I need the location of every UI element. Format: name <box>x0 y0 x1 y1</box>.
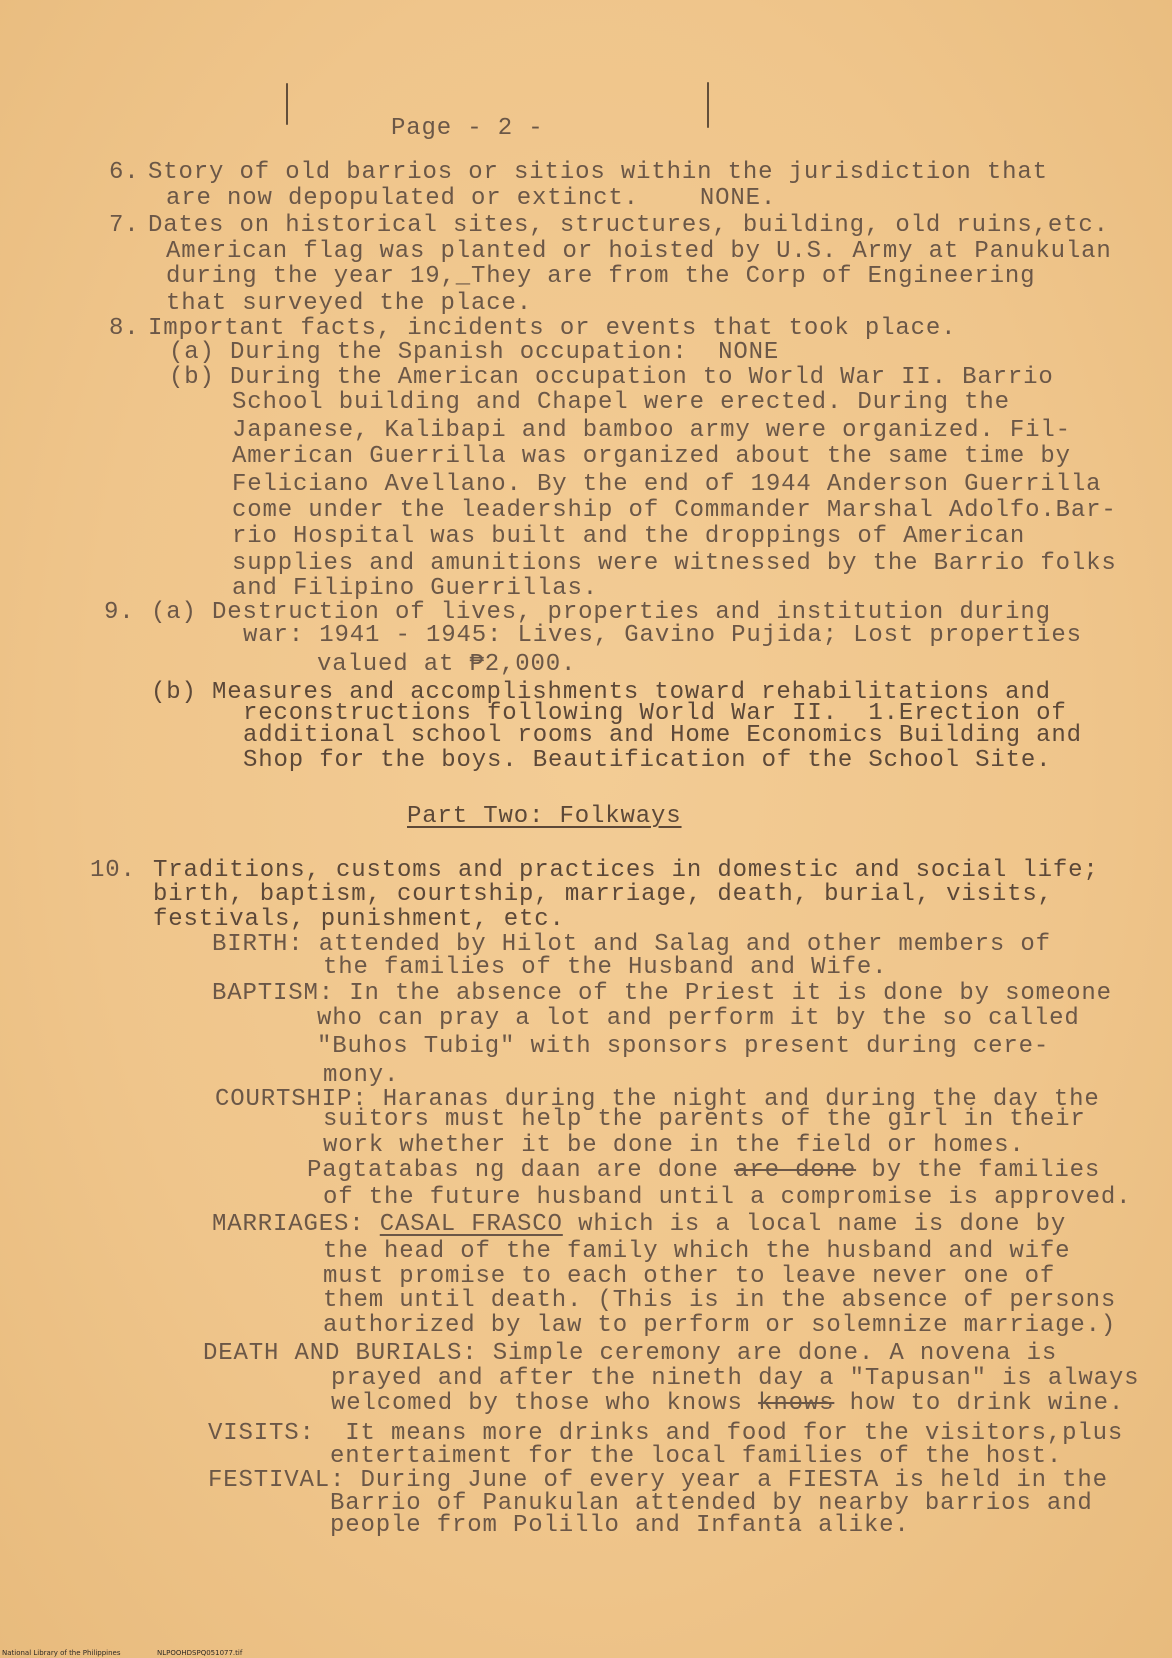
underlined-text: CASAL FRASCO <box>379 1211 563 1238</box>
courtship-line: of the future husband until a compromise is approved. <box>323 1184 1132 1211</box>
item-10-line: Traditions, customs and practices in domestic and social life; <box>153 857 1099 884</box>
item-8b-line: (b) During the American occupation to World War II. Barrio <box>169 364 1054 391</box>
struck-text: are done <box>734 1157 857 1184</box>
text-segment: MARRIAGES: <box>212 1211 380 1238</box>
marriages-line: them until death. (This is in the absence of persons <box>323 1287 1117 1314</box>
text-segment: by the families <box>856 1157 1101 1184</box>
text-segment: which is a local name is done by <box>562 1211 1067 1238</box>
item-8b-line: Japanese, Kalibapi and bamboo army were organized. Fil- <box>232 417 1071 444</box>
baptism-line: BAPTISM: In the absence of the Priest it is done by someone <box>212 980 1112 1007</box>
death-line: DEATH AND BURIALS: Simple ceremony are done. A novena is <box>203 1340 1058 1367</box>
item-10-number: 10. <box>90 857 136 884</box>
item-9b-line: reconstructions following World War II. 1.Erection of <box>243 700 1067 727</box>
text-segment: Pagtatabas ng daan are done <box>307 1157 735 1184</box>
item-7-line: American flag was planted or hoisted by U.S. Army at Panukulan <box>166 238 1112 265</box>
footer-library: National Library of the Philippines <box>2 1649 121 1657</box>
item-7-line: during the year 19,_They are from the Corp of Engineering <box>166 263 1036 290</box>
item-9a-line: valued at ₱2,000. <box>317 651 577 678</box>
item-8b-line: School building and Chapel were erected. During the <box>232 389 1010 416</box>
birth-line: the families of the Husband and Wife. <box>323 954 888 981</box>
item-7-line: that surveyed the place. <box>166 290 533 317</box>
item-7-line: Dates on historical sites, structures, building, old ruins,etc. <box>148 212 1109 239</box>
footer-filename: NLPOOHDSPQ051077.tif <box>157 1649 243 1657</box>
baptism-line: mony. <box>323 1062 400 1089</box>
courtship-line: work whether it be done in the field or homes. <box>323 1132 1025 1159</box>
death-line: prayed and after the nineth day a "Tapusan" is always <box>331 1365 1140 1392</box>
death-welcomed-line <box>331 1391 1124 1417</box>
marriages-line: authorized by law to perform or solemnize marriage.) <box>323 1312 1117 1339</box>
baptism-line: "Buhos Tubig" with sponsors present during cere- <box>317 1033 1050 1060</box>
courtship-pagtatabas-line <box>307 1158 1100 1184</box>
item-6-line: Story of old barrios or sitios within the jurisdiction that <box>148 159 1048 186</box>
festival-line: people from Polillo and Infanta alike. <box>330 1512 910 1539</box>
courtship-line: suitors must help the parents of the girl in their <box>323 1106 1086 1133</box>
text-segment: welcomed by those who knows <box>331 1390 759 1417</box>
visits-line: VISITS: It means more drinks and food for the visitors,plus <box>208 1420 1124 1447</box>
marriages-line: the head of the family which the husband and wife <box>323 1238 1071 1265</box>
item-9b-line: additional school rooms and Home Economics Building and <box>243 722 1082 749</box>
birth-line: BIRTH: attended by Hilot and Salag and other members of <box>212 931 1051 958</box>
item-8b-line: come under the leadership of Commander Marshal Adolfo.Bar- <box>232 497 1117 524</box>
visits-line: entertaiment for the local families of the host. <box>330 1443 1063 1470</box>
baptism-line: who can pray a lot and perform it by the so called <box>317 1005 1080 1032</box>
festival-line: Barrio of Panukulan attended by nearby barrios and <box>330 1490 1093 1517</box>
item-8-number: 8. <box>109 315 140 342</box>
item-8b-line: and Filipino Guerrillas. <box>232 575 599 602</box>
item-8b-line: American Guerrilla was organized about the same time by <box>232 443 1071 470</box>
pencil-mark-right <box>707 82 709 128</box>
page-title: Page - 2 - <box>391 115 544 142</box>
festival-line: FESTIVAL: During June of every year a FIESTA is held in the <box>208 1467 1108 1494</box>
section-heading: Part Two: Folkways <box>407 803 682 830</box>
item-10-line: festivals, punishment, etc. <box>153 906 565 933</box>
text-segment: how to drink wine. <box>834 1390 1125 1417</box>
courtship-line: COURTSHIP: Haranas during the night and during the day the <box>215 1086 1100 1113</box>
item-9b-line: (b) Measures and accomplishments toward rehabilitations and <box>151 679 1051 706</box>
item-8b-line: rio Hospital was built and the droppings of American <box>232 523 1026 550</box>
item-8b-line: supplies and amunitions were witnessed by the Barrio folks <box>232 550 1117 577</box>
item-6-line: are now depopulated or extinct. NONE. <box>166 185 777 212</box>
pencil-mark-left <box>286 83 288 125</box>
item-8-line: Important facts, incidents or events that took place. <box>148 315 957 342</box>
item-9a-line: war: 1941 - 1945: Lives, Gavino Pujida; Lost properties <box>243 622 1082 649</box>
item-8a-line: (a) During the Spanish occupation: NONE <box>169 339 780 366</box>
item-6-number: 6. <box>109 159 140 186</box>
item-9a-line: (a) Destruction of lives, properties and institution during <box>151 599 1051 626</box>
item-9b-line: Shop for the boys. Beautification of the School Site. <box>243 747 1052 774</box>
item-8b-line: Feliciano Avellano. By the end of 1944 Anderson Guerrilla <box>232 471 1102 498</box>
item-9-number: 9. <box>104 599 135 626</box>
marriages-line <box>212 1212 1066 1238</box>
marriages-line: must promise to each other to leave never one of <box>323 1263 1056 1290</box>
struck-text: knows <box>758 1390 835 1417</box>
item-10-line: birth, baptism, courtship, marriage, death, burial, visits, <box>153 881 1053 908</box>
item-7-number: 7. <box>109 212 140 239</box>
